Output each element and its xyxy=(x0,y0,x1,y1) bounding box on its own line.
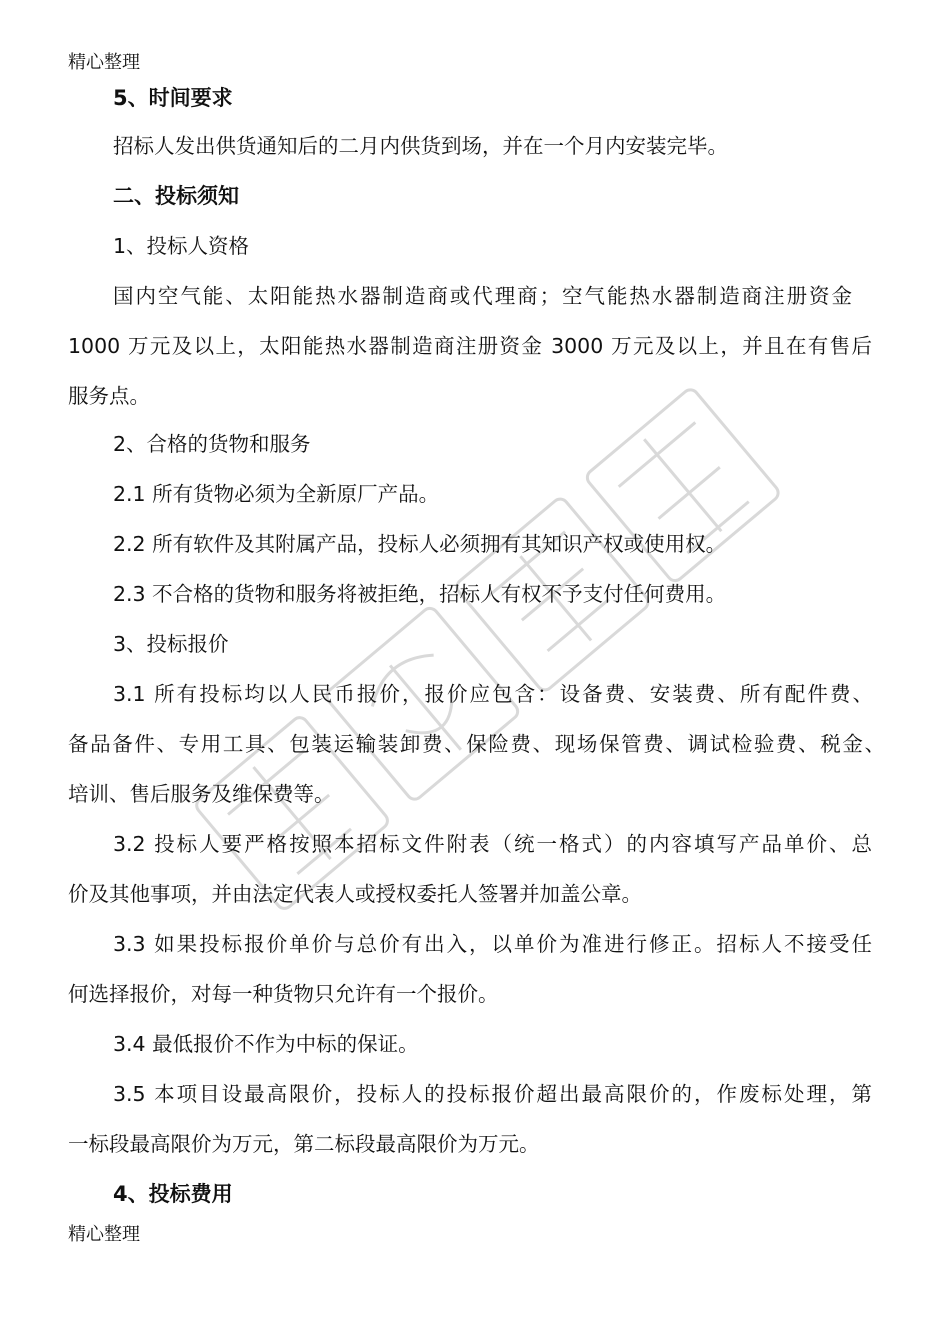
paragraph-line: 3.4 最低报价不作为中标的保证。 xyxy=(113,1032,419,1056)
subsection-heading-bidder-qualification: 1、投标人资格 xyxy=(113,234,250,258)
paragraph-line: 服务点。 xyxy=(68,384,150,408)
subsection-heading-bid-price: 3、投标报价 xyxy=(113,632,229,656)
paragraph-line: 一标段最高限价为万元，第二标段最高限价为万元。 xyxy=(68,1132,540,1156)
paragraph-line: 3.1 所有投标均以人民币报价，报价应包含：设备费、安装费、所有配件费、 xyxy=(113,682,873,706)
page-footer: 精心整理 xyxy=(68,1224,140,1245)
section-heading-bidding-notice: 二、投标须知 xyxy=(113,184,239,208)
section-heading-bid-cost: 4、投标费用 xyxy=(113,1182,233,1206)
paragraph-line: 培训、售后服务及维保费等。 xyxy=(68,782,335,806)
paragraph-line: 3.5 本项目设最高限价，投标人的投标报价超出最高限价的，作废标处理，第 xyxy=(113,1082,872,1106)
paragraph-line: 2.1 所有货物必须为全新原厂产品。 xyxy=(113,482,440,506)
paragraph-line: 2.2 所有软件及其附属产品，投标人必须拥有其知识产权或使用权。 xyxy=(113,532,727,556)
section-heading-time-requirement: 5、时间要求 xyxy=(113,86,233,110)
paragraph-line: 2.3 不合格的货物和服务将被拒绝，招标人有权不予支付任何费用。 xyxy=(113,582,727,606)
paragraph-line: 招标人发出供货通知后的二月内供货到场，并在一个月内安装完毕。 xyxy=(113,134,728,158)
paragraph-line: 价及其他事项，并由法定代表人或授权委托人签署并加盖公章。 xyxy=(68,882,642,906)
paragraph-line: 何选择报价，对每一种货物只允许有一个报价。 xyxy=(68,982,499,1006)
paragraph-line: 3.2 投标人要严格按照本招标文件附表（统一格式）的内容填写产品单价、总 xyxy=(113,832,872,856)
paragraph-line: 1000 万元及以上，太阳能热水器制造商注册资金 3000 万元及以上，并且在有售后 xyxy=(68,334,872,358)
page-header: 精心整理 xyxy=(68,52,140,73)
paragraph-line: 3.3 如果投标报价单价与总价有出入，以单价为准进行修正。招标人不接受任 xyxy=(113,932,872,956)
paragraph-line: 国内空气能、太阳能热水器制造商或代理商；空气能热水器制造商注册资金 xyxy=(113,284,852,308)
paragraph-line: 备品备件、专用工具、包装运输装卸费、保险费、现场保管费、调试检验费、税金、 xyxy=(68,732,885,756)
subsection-heading-qualified-goods: 2、合格的货物和服务 xyxy=(113,432,311,456)
